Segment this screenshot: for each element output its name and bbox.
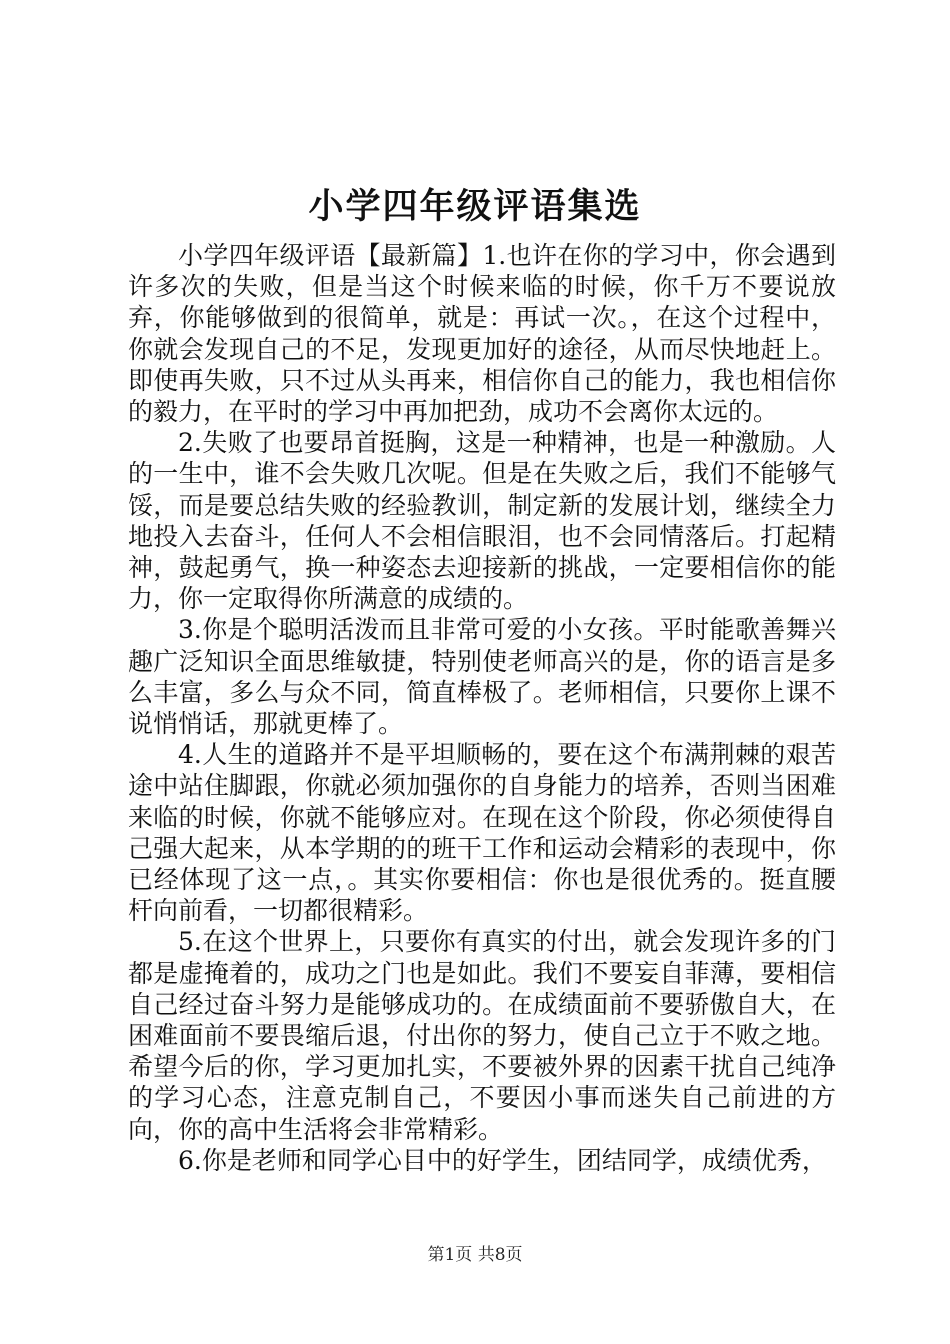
paragraph-2: 2.失败了也要昂首挺胸，这是一种精神，也是一种激励。人的一生中，谁不会失败几次呢。但是在失败之后，我们不能够气馁，而是要总结失败的经验教训，制定新的发展计划，继续全力地投入去奋斗，任何人不会相信眼泪，也不会同情落后。打起精神，鼓起勇气，换一种姿态去迎接新的挑战，一定要相信你的能力，你一定取得你所满意的成绩的。	[128, 428, 836, 614]
paragraph-1: 小学四年级评语【最新篇】1.也许在你的学习中，你会遇到许多次的失败，但是当这个时候来临的时候，你千万不要说放弃，你能够做到的很简单，就是：再试一次。，在这个过程中，你就会发现自己的不足，发现更加好的途径，从而尽快地赶上。即使再失败，只不过从头再来，相信你自己的能力，我也相信你的毅力，在平时的学习中再加把劲，成功不会离你太远的。	[128, 241, 836, 427]
paragraph-3: 3.你是个聪明活泼而且非常可爱的小女孩。平时能歌善舞兴趣广泛知识全面思维敏捷，特别使老师高兴的是，你的语言是多么丰富，多么与众不同，简直棒极了。老师相信，只要你上课不说悄悄话，那就更棒了。	[128, 615, 836, 739]
document-body	[128, 240, 836, 1176]
page-number-footer: 第1页 共8页	[427, 1245, 523, 1265]
paragraph-6: 6.你是老师和同学心目中的好学生，团结同学，成绩优秀，	[178, 1145, 827, 1175]
paragraph-5: 5.在这个世界上，只要你有真实的付出，就会发现许多的门都是虚掩着的，成功之门也是如此。我们不要妄自菲薄，要相信自己经过奋斗努力是能够成功的。在成绩面前不要骄傲自大，在困难面前不要畏缩后退，付出你的努力，使自己立于不败之地。希望今后的你，学习更加扎实，不要被外界的因素干扰自己纯净的学习心态，注意克制自己，不要因小事而迷失自己前进的方向，你的高中生活将会非常精彩。	[128, 927, 836, 1144]
paragraph-4: 4.人生的道路并不是平坦顺畅的，要在这个布满荆棘的艰苦途中站住脚跟，你就必须加强你的自身能力的培养，否则当困难来临的时候，你就不能够应对。在现在这个阶段，你必须使得自己强大起来，从本学期的的班干工作和运动会精彩的表现中，你已经体现了这一点，。其实你要相信：你也是很优秀的。挺直腰杆向前看，一切都很精彩。	[128, 740, 836, 926]
page-title: 小学四年级评语集选	[308, 186, 642, 227]
